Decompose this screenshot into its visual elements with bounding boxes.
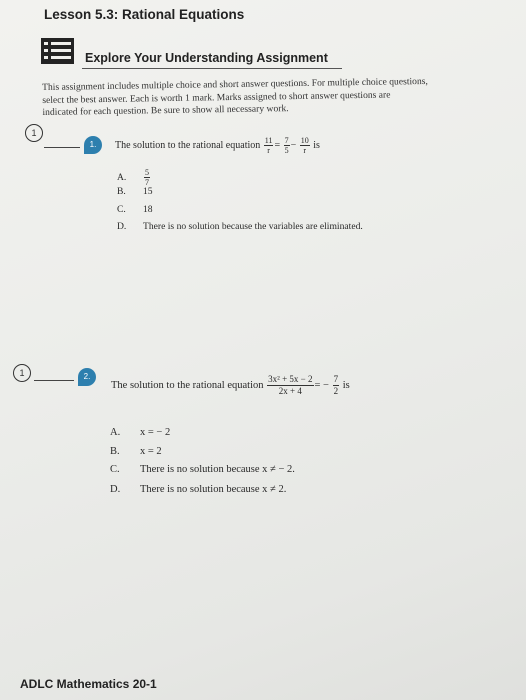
option-letter: C. bbox=[110, 464, 120, 475]
equation-fraction bbox=[300, 136, 310, 155]
option-letter: B. bbox=[110, 446, 120, 457]
fraction-numerator: 10 bbox=[300, 136, 309, 145]
fraction-numerator: 3x² + 5x − 2 bbox=[268, 374, 313, 384]
fraction-numerator: 11 bbox=[264, 136, 273, 145]
fraction-numerator: 7 bbox=[284, 136, 289, 145]
option-b[interactable] bbox=[117, 186, 153, 197]
option-text: 15 bbox=[143, 186, 153, 197]
option-a[interactable] bbox=[117, 168, 151, 187]
instructions-line: select the best answer. Each is worth 1 mark. Marks assigned to short answer questions are bbox=[42, 89, 391, 106]
equation-fraction bbox=[284, 136, 290, 155]
option-text: There is no solution because x ≠ 2. bbox=[140, 484, 287, 495]
option-text: 18 bbox=[143, 204, 153, 215]
instructions-line: This assignment includes multiple choice and short answer questions. For multiple choice questions, bbox=[42, 75, 428, 93]
fraction-denominator: 5 bbox=[284, 146, 289, 155]
equals-sign: = bbox=[274, 139, 281, 151]
option-letter: B. bbox=[117, 186, 126, 197]
fraction-numerator: 5 bbox=[145, 168, 149, 177]
option-letter: D. bbox=[117, 221, 127, 232]
fraction-denominator: 7 bbox=[145, 178, 149, 187]
section-title: Explore Your Understanding Assignment bbox=[85, 51, 328, 65]
question-stem bbox=[115, 136, 320, 155]
question-prompt: The solution to the rational equation bbox=[115, 139, 261, 151]
equals-sign: = − bbox=[314, 379, 329, 391]
answer-line[interactable] bbox=[34, 380, 74, 381]
equation-fraction bbox=[267, 374, 313, 397]
option-fraction bbox=[144, 168, 150, 187]
question-suffix: is bbox=[313, 139, 320, 151]
section-divider bbox=[82, 68, 342, 69]
question-prompt: The solution to the rational equation bbox=[111, 379, 264, 391]
instructions bbox=[42, 75, 513, 120]
option-a[interactable] bbox=[110, 427, 170, 438]
mark-value-circle: 1 bbox=[25, 124, 43, 142]
option-letter: C. bbox=[117, 204, 126, 215]
course-footer: ADLC Mathematics 20-1 bbox=[20, 677, 157, 691]
option-letter: A. bbox=[117, 171, 127, 183]
list-icon bbox=[41, 38, 74, 64]
option-letter: A. bbox=[110, 427, 121, 438]
option-letter: D. bbox=[110, 484, 121, 495]
fraction-denominator: 2x + 4 bbox=[278, 386, 302, 396]
question-suffix: is bbox=[342, 379, 350, 391]
option-text: There is no solution because the variables are eliminated. bbox=[143, 221, 363, 232]
option-d[interactable] bbox=[117, 221, 363, 232]
option-text: x = − 2 bbox=[140, 427, 171, 438]
instructions-line: indicated for each question. Be sure to show all necessary work. bbox=[42, 103, 289, 118]
option-b[interactable] bbox=[110, 446, 162, 457]
option-d[interactable] bbox=[110, 484, 286, 495]
option-c[interactable] bbox=[110, 464, 295, 475]
mark-value-circle: 1 bbox=[13, 364, 31, 382]
fraction-denominator: r bbox=[267, 146, 270, 155]
option-text: x = 2 bbox=[140, 446, 162, 457]
equation-fraction bbox=[333, 374, 340, 397]
equation-fraction bbox=[264, 136, 274, 155]
option-text: There is no solution because x ≠ − 2. bbox=[140, 464, 295, 475]
question-number-badge: 1. bbox=[84, 136, 102, 154]
fraction-numerator: 7 bbox=[333, 374, 339, 384]
fraction-denominator: 2 bbox=[333, 386, 339, 396]
minus-sign: − bbox=[290, 139, 297, 151]
question-stem bbox=[111, 374, 350, 397]
question-number-badge: 2. bbox=[78, 368, 96, 386]
option-c[interactable] bbox=[117, 204, 153, 215]
fraction-denominator: r bbox=[303, 146, 307, 155]
lesson-title: Lesson 5.3: Rational Equations bbox=[44, 7, 245, 22]
answer-line[interactable] bbox=[44, 147, 80, 148]
